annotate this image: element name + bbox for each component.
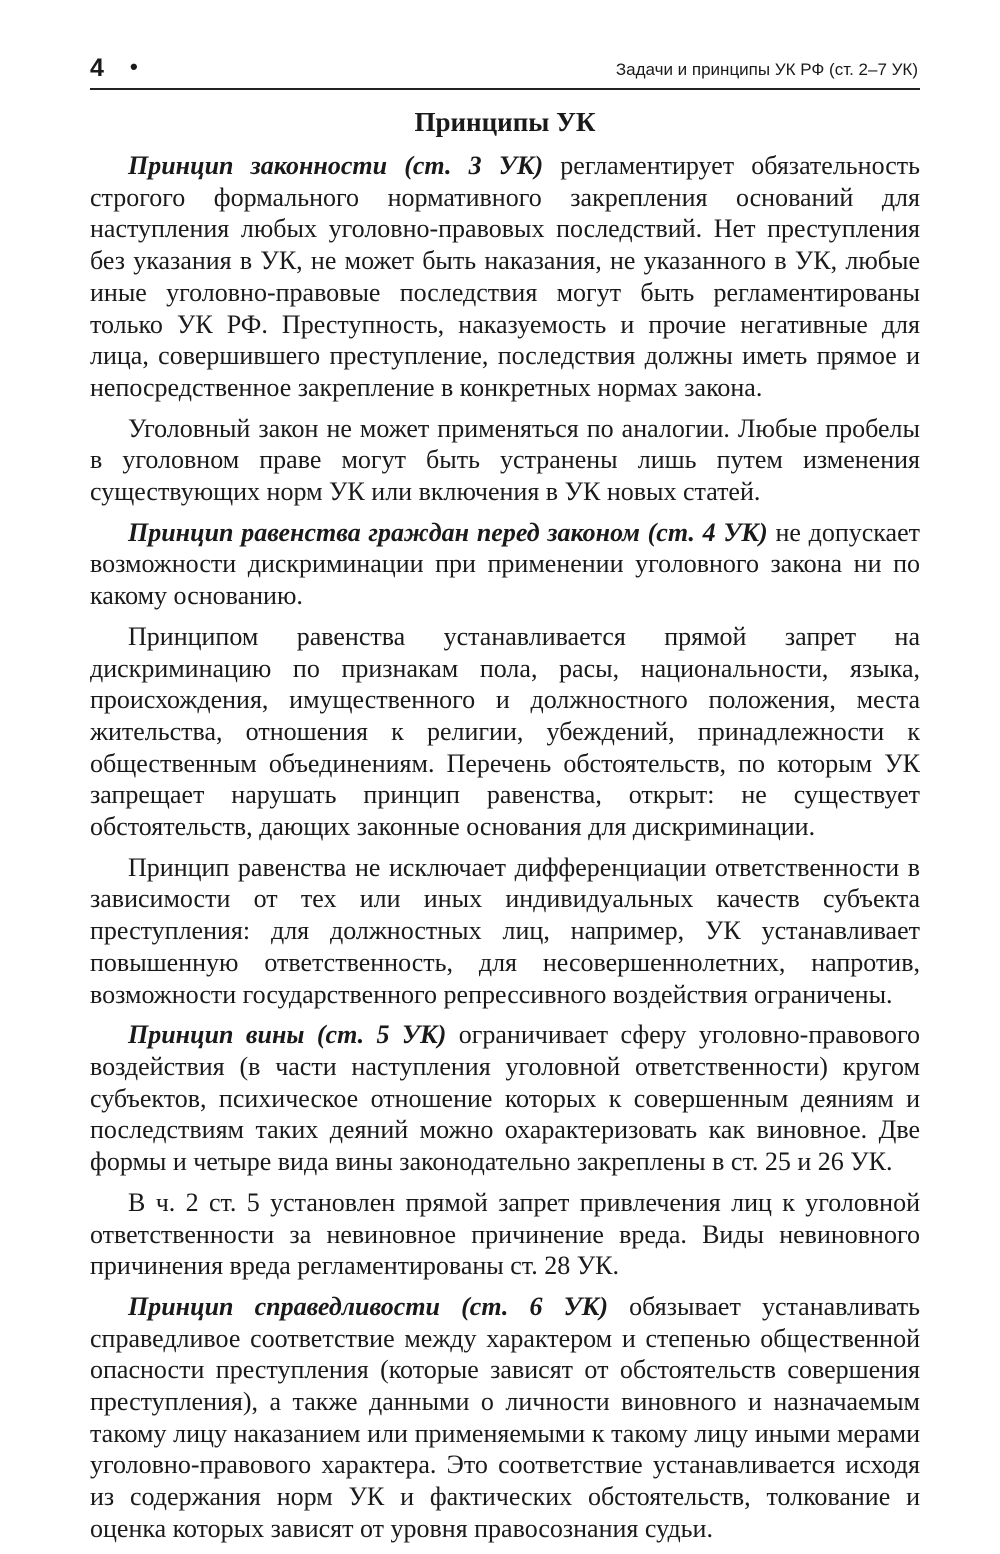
section-title: Принципы УК <box>414 107 596 137</box>
paragraph-analogy <box>90 413 920 508</box>
principle-term-guilt: Принцип вины (ст. 5 УК) <box>128 1020 447 1050</box>
paragraph-text: ограничивает сферу уголовно-правового воздействия (в части наступления уголовной ответственности) кругом субъектов, психическое отношение которых к совершенным деяниям и последствиям таких деяний можно охарактеризовать как виновное. Две формы и четыре вида вины законодательно закреплены в ст. 25 и 26 УК. <box>90 1020 921 1177</box>
running-title: Задачи и принципы УК РФ (ст. 2–7 УК) <box>615 60 918 79</box>
principle-term-justice: Принцип справедливости (ст. 6 УК) <box>128 1291 609 1321</box>
paragraph-innocent-harm <box>90 1187 920 1282</box>
paragraph-guilt <box>90 1019 920 1178</box>
paragraph-text: Принцип равенства не исключает дифференциации ответственности в зависимости от тех или иных индивидуальных качеств субъекта преступления: для должностных лиц, например, УК устанавливает повышенную ответственность, для несовершеннолетних, напротив, возможности государственного репрессивного воздействия ограничены. <box>90 852 920 1009</box>
paragraph-text: В ч. 2 ст. 5 установлен прямой запрет привлечения лиц к уголовной ответственности за невиновное причинение вреда. Виды невиновного причинения вреда регламентированы ст. 28 УК. <box>90 1187 920 1281</box>
paragraph-legality <box>90 150 920 404</box>
paragraph-equality <box>90 517 920 612</box>
paragraph-differentiation <box>90 852 920 1011</box>
page-number: 4 <box>90 54 104 82</box>
page-body <box>90 102 920 1554</box>
paragraph-text: не допускает возможности дискриминации при применении уголовного закона ни по какому основанию. <box>90 517 920 611</box>
paragraph-justice <box>90 1291 920 1545</box>
principle-term-legality: Принцип законности (ст. 3 УК) <box>128 151 544 180</box>
header-bullet: • <box>130 54 138 79</box>
paragraph-text: Уголовный закон не может применяться по аналогии. Любые пробелы в уголовном праве могут быть устранены лишь путем изменения существующих норм УК или включения в УК новых статей. <box>90 413 920 507</box>
page-header <box>90 52 920 90</box>
paragraph-text: регламентирует обязательность строгого формального нормативного закрепления оснований для наступления любых уголовно-правовых последствий. Нет преступления без указания в УК, не может быть наказания, не указанного в УК, любые иные уголовно-правовые последствия могут быть регламентированы только УК РФ. Преступность, наказуемость и прочие негативные для лица, совершившего преступление, последствия должны иметь прямое и непосредственное закрепление в конкретных нормах закона. <box>90 151 920 402</box>
principle-term-equality: Принцип равенства граждан перед законом (ст. 4 УК) <box>128 517 768 547</box>
paragraph-text: обязывает устанавливать справедливое соответствие между характером и степенью общественной опасности преступления (которые зависят от обстоятельств совершения преступления), а также данными о личности виновного и назначаемым такому лицу наказанием или применяемыми к такому лицу иными мерами уголовно-правового характера. Это соответствие устанавливается исходя из содержания норм УК и фактических обстоятельств, толкование и оценка которых зависят от уровня правосознания судьи. <box>90 1291 920 1543</box>
paragraph-text: Принципом равенства устанавливается прямой запрет на дискриминацию по признакам пола, расы, национальности, языка, происхождения, имущественного и должностного положения, места жительства, отношения к религии, убеждений, принадлежности к общественным объединениям. Перечень обстоятельств, по которым УК запрещает нарушать принцип равенства, открыт: не существует обстоятельств, дающих законные основания для дискриминации. <box>90 621 920 842</box>
paragraph-discrimination <box>90 621 920 843</box>
